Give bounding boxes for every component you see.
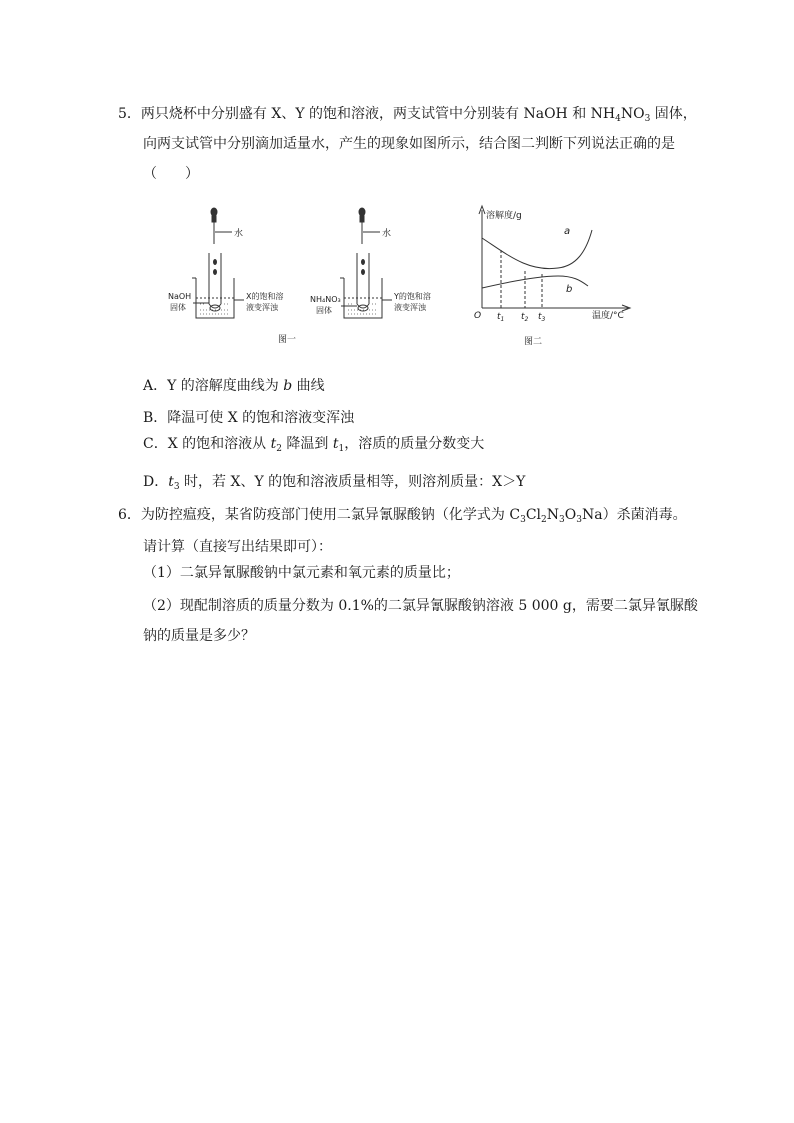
t3-label: $t_3$	[538, 312, 546, 323]
y-label-2: 液变浑浊	[394, 303, 426, 312]
q6-line-5: 钠的质量是多少？	[143, 628, 255, 644]
figure-2-caption: 图二	[524, 337, 543, 347]
q6-line-4: （2）现配制溶质的质量分数为 0.1%的二氯异氰脲酸钠溶液 5 000 g，需要二氯异氰脲酸	[143, 598, 698, 614]
option-c: C．X 的饱和溶液从 $t_2$ 降温到 $t_1$，溶质的质量分数变大	[143, 436, 485, 454]
figure-1-caption: 图一	[278, 335, 297, 345]
naoh-label: NaOH	[168, 292, 192, 301]
option-a: A．Y 的溶解度曲线为 b 曲线	[143, 378, 325, 394]
curve-a	[482, 230, 592, 269]
x-label-2: 液变浑浊	[246, 303, 278, 312]
option-d: D．$t_3$ 时，若 X、Y 的饱和溶液质量相等，则溶剂质量：X＞Y	[143, 474, 526, 492]
nh4no3-label-solid: 固体	[316, 306, 332, 315]
right-apparatus	[340, 208, 392, 318]
origin-label: O	[474, 311, 482, 321]
q6-number: 6．	[118, 507, 141, 523]
figure-1	[160, 200, 460, 350]
t2-label: $t_2$	[521, 312, 529, 323]
naoh-label-solid: 固体	[170, 303, 186, 312]
water-label-right: 水	[382, 229, 392, 239]
nh4no3-formula: $NH_4NO_3$	[590, 106, 651, 124]
option-b: B．降温可使 X 的饱和溶液变浑浊	[143, 410, 355, 426]
q5-number: 5．	[118, 106, 141, 122]
curve-a-label: a	[564, 226, 571, 237]
y-axis-label: 溶解度/g	[486, 211, 522, 221]
q6-line-3: （1）二氯异氰脲酸钠中氯元素和氧元素的质量比；	[143, 565, 460, 581]
q5-line-2: 向两支试管中分别滴加适量水，产生的现象如图所示，结合图二判断下列说法正确的是	[143, 136, 675, 152]
nh4no3-label: NH₄NO₃	[310, 295, 341, 304]
x-label: X的饱和溶	[246, 292, 284, 301]
q6-line-1: 6．为防控瘟疫，某省防疫部门使用二氯异氰脲酸钠（化学式为 $C_3Cl_2N_3O_3Na$）杀菌消毒。	[118, 507, 687, 525]
t1-label: $t_1$	[497, 312, 505, 323]
q5-line-1: 5．两只烧杯中分别盛有 X、Y 的饱和溶液，两支试管中分别装有 NaOH 和 $NH_4NO_3$ 固体，	[118, 106, 697, 124]
x-axis-label: 温度/°C	[592, 311, 624, 321]
q5-answer-paren: （ ）	[143, 166, 199, 182]
figure-2	[468, 200, 648, 350]
q6-line-2: 请计算（直接写出结果即可）：	[143, 539, 332, 555]
left-apparatus	[192, 208, 244, 318]
y-label: Y的饱和溶	[394, 292, 431, 301]
water-label-left: 水	[234, 229, 244, 239]
curve-b-label: b	[566, 284, 573, 295]
